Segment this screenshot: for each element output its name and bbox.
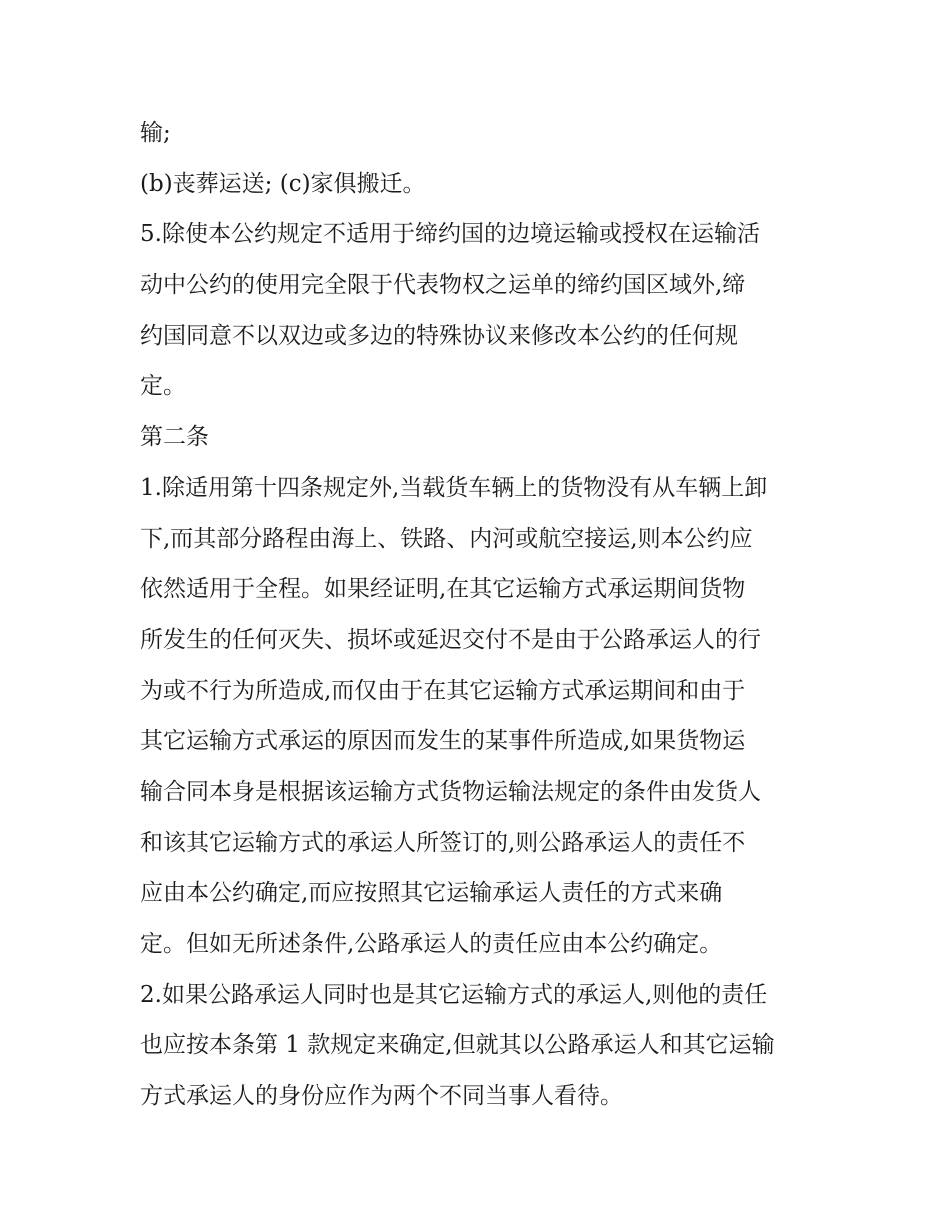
text-line: 和该其它运输方式的承运人所签订的,则公路承运人的责任不 — [140, 829, 746, 856]
text-line: 1.除适用第十四条规定外,当载货车辆上的货物没有从车辆上卸 — [140, 474, 768, 501]
text-line: 其它运输方式承运的原因而发生的某事件所造成,如果货物运 — [140, 728, 746, 755]
article-heading: 第二条 — [140, 424, 209, 451]
text-line: 下,而其部分路程由海上、铁路、内河或航空接运,则本公约应 — [140, 525, 753, 552]
text-line: 也应按本条第 1 款规定来确定,但就其以公路承运人和其它运输 — [140, 1032, 775, 1059]
text-line: 方式承运人的身份应作为两个不同当事人看待。 — [140, 1083, 623, 1110]
text-line: 依然适用于全程。如果经证明,在其它运输方式承运期间货物 — [140, 576, 746, 603]
text-line: 动中公约的使用完全限于代表物权之运单的缔约国区域外,缔 — [140, 272, 746, 299]
text-line: 输; — [140, 120, 171, 146]
text-line: 输合同本身是根据该运输方式货物运输法规定的条件由发货人 — [140, 778, 761, 805]
text-line: 所发生的任何灭失、损坏或延迟交付不是由于公路承运人的行 — [140, 626, 761, 653]
text-line: 约国同意不以双边或多边的特殊协议来修改本公约的任何规 — [140, 322, 738, 349]
text-line: (b)丧葬运送; (c)家俱搬迁。 — [140, 170, 426, 197]
text-line: 定。 — [140, 373, 186, 400]
text-line: 定。但如无所述条件,公路承运人的责任应由本公约确定。 — [140, 931, 723, 957]
text-line: 5.除使本公约规定不适用于缔约国的边境运输或授权在运输活 — [140, 221, 760, 248]
text-line: 为或不行为所造成,而仅由于在其它运输方式承运期间和由于 — [140, 677, 746, 704]
text-line: 应由本公约确定,而应按照其它运输承运人责任的方式来确 — [140, 880, 723, 907]
document-page — [140, 108, 820, 1122]
text-line: 2.如果公路承运人同时也是其它运输方式的承运人,则他的责任 — [140, 981, 768, 1008]
